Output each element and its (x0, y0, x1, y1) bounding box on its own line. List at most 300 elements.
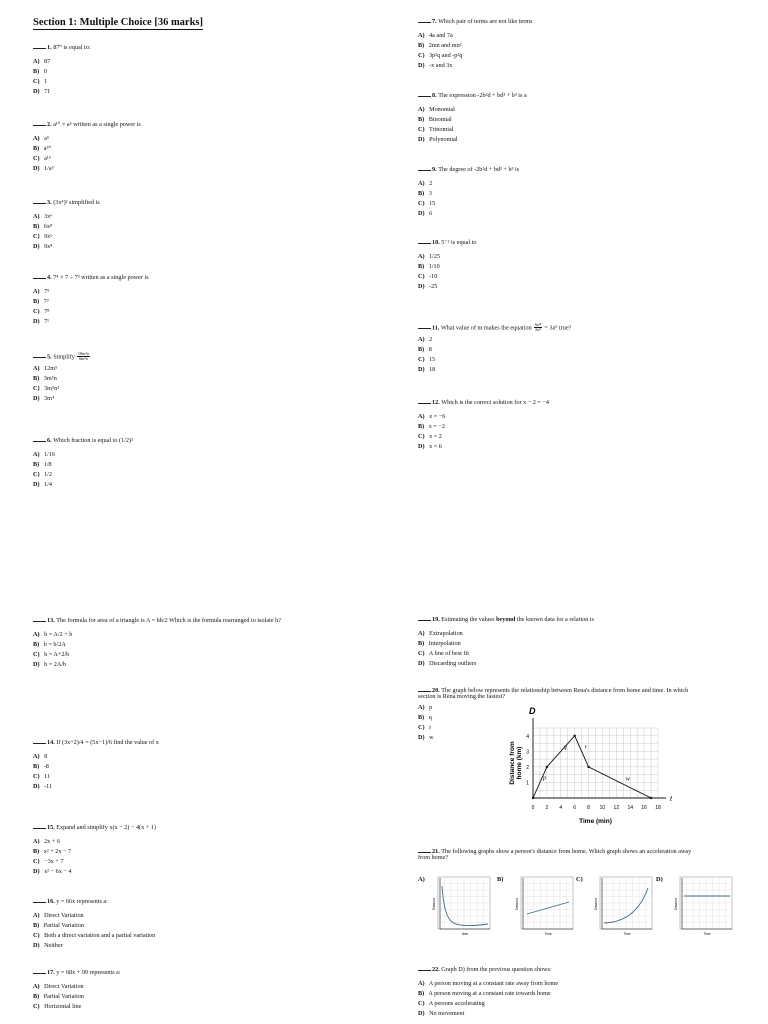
option-letter: D) (33, 318, 40, 325)
option-text: x = 2 (427, 433, 442, 440)
option-letter: C) (418, 356, 425, 363)
x-axis-letter: t (670, 796, 672, 803)
question-block (33, 200, 100, 254)
option-text: Trinomial (427, 126, 454, 133)
question-text: If (3x+2)/4 = (5x−1)/6 find the value of x (56, 739, 159, 746)
answer-option[interactable] (33, 166, 141, 176)
question-number: 20. (432, 687, 442, 694)
question-block (418, 323, 571, 377)
answer-blank[interactable] (418, 403, 431, 404)
question-number: 10. (432, 239, 442, 246)
option-letter: D) (418, 443, 425, 450)
option-letter: B) (33, 922, 40, 929)
option-text: x = −2 (427, 423, 445, 430)
graph-option-letter[interactable]: C) (576, 876, 583, 883)
option-text: Both a direct variation and a partial variation (42, 932, 156, 939)
question-text: Which is the correct solution for x − 2 = −4 (441, 399, 550, 406)
question-block (418, 967, 558, 1021)
answer-option[interactable] (33, 642, 281, 652)
option-letter: B) (33, 763, 40, 770)
option-text: 2mn and mn² (427, 42, 462, 49)
option-letter: B) (33, 848, 40, 855)
question-text: a¹⁰ × a⁵ written as a single power is (53, 121, 141, 128)
question-stem (33, 618, 281, 627)
question-text: from home? (418, 854, 449, 862)
option-text: Interpolation (427, 640, 461, 647)
option-text: 7¹ (42, 318, 50, 325)
question-number: 17. (47, 969, 57, 976)
question-text: = 3a⁹ true? (544, 324, 572, 332)
option-letter: B) (418, 714, 425, 722)
question-text: Which fraction is equal to (1/2)² (53, 437, 133, 444)
options-list (418, 981, 558, 1021)
answer-option[interactable] (33, 869, 156, 879)
option-text: 8 (427, 346, 432, 353)
option-letter: A) (33, 983, 40, 990)
question-stem (418, 93, 527, 102)
answer-blank[interactable] (418, 243, 431, 244)
answer-option[interactable] (33, 482, 133, 492)
answer-option[interactable] (33, 754, 159, 764)
question-text: The degree of -2b²d + bd³ + b³ is (438, 166, 520, 173)
y-tick-label: 1 (526, 780, 529, 787)
fraction-denominator: 2aᵐ (535, 327, 542, 333)
question-stem (33, 200, 100, 209)
answer-blank[interactable] (418, 970, 431, 971)
option-text: No movement (427, 1010, 465, 1017)
question-text: Graph D) from the previous question shows: (441, 966, 552, 973)
question-number: 14. (47, 739, 57, 746)
option-letter: A) (33, 135, 40, 142)
options-list (33, 136, 141, 176)
option-letter: A) (418, 413, 425, 420)
answer-option[interactable] (33, 376, 90, 386)
option-letter: B) (33, 461, 40, 468)
question-number: 12. (432, 399, 442, 406)
question-text: Simplify (53, 353, 75, 361)
graph-option-letter[interactable]: D) (656, 876, 663, 883)
option-letter: D) (418, 366, 425, 373)
option-text: 8 (42, 753, 48, 760)
question-stem (33, 45, 91, 54)
option-letter: C) (33, 308, 40, 315)
option-text: 4a and 7a (427, 32, 453, 39)
options-list (418, 254, 476, 294)
option-text: 3 (427, 190, 432, 197)
option-text: Discarding outliers (427, 660, 477, 667)
question-stem (418, 19, 533, 28)
question-text-emphasis: beyond (496, 616, 516, 623)
answer-option[interactable] (418, 661, 594, 671)
answer-blank[interactable] (418, 691, 431, 692)
options-list (33, 59, 91, 99)
question-number: 21. (432, 848, 442, 855)
answer-option[interactable] (418, 137, 527, 147)
option-text: 6x⁸ (42, 223, 53, 230)
x-tick-label: 0 (531, 805, 535, 811)
question-block (33, 438, 133, 492)
answer-option[interactable] (33, 784, 159, 794)
y-axis-label-line: Distance from (509, 741, 516, 785)
option-letter: B) (418, 640, 425, 647)
distance-graph-thumbnail[interactable] (592, 876, 654, 938)
option-text: 1/2 (42, 471, 52, 478)
answer-option[interactable] (33, 764, 159, 774)
option-letter: C) (33, 651, 40, 658)
option-letter: A) (418, 980, 425, 987)
option-letter: D) (418, 136, 425, 143)
y-axis-label (509, 741, 523, 785)
answer-blank[interactable] (418, 328, 431, 329)
answer-option[interactable] (33, 632, 281, 642)
option-letter: C) (33, 471, 40, 478)
distance-graph-thumbnail[interactable] (672, 876, 734, 938)
option-text: 11 (42, 773, 51, 780)
option-text: h = A+2/b (42, 651, 70, 658)
answer-option[interactable] (418, 337, 571, 347)
answer-blank[interactable] (33, 828, 46, 829)
answer-blank[interactable] (33, 621, 46, 622)
question-stem (33, 275, 149, 284)
question-stem (418, 617, 594, 626)
option-text: r (427, 724, 432, 732)
question-number: 3. (47, 199, 54, 206)
question-number: 4. (47, 274, 54, 281)
option-letter: C) (418, 52, 425, 59)
answer-option[interactable] (33, 396, 90, 406)
segment-label: r (584, 744, 587, 751)
option-letter: C) (418, 650, 425, 657)
option-letter: C) (33, 858, 40, 865)
question-number: 13. (47, 617, 57, 624)
option-text: -8 (42, 763, 49, 770)
option-letter: A) (33, 213, 40, 220)
fraction-denominator: 6m²n (79, 356, 88, 362)
answer-blank[interactable] (33, 203, 46, 204)
option-letter: B) (33, 993, 40, 1000)
question-number: 7. (432, 18, 439, 25)
answer-option[interactable] (418, 181, 519, 191)
option-text: w (427, 734, 434, 742)
option-text: Horizontal line (42, 1003, 82, 1010)
question-text: y = 66x represents a: (56, 898, 108, 905)
answer-option[interactable] (33, 1004, 121, 1014)
answer-blank[interactable] (418, 170, 431, 171)
question-text: section is Rena moving the fastest? (418, 693, 506, 701)
option-text: 1 (42, 78, 48, 85)
option-letter: A) (418, 704, 425, 712)
question-block (33, 275, 149, 329)
option-text: a⁵ (42, 135, 49, 142)
data-point (546, 766, 548, 768)
option-letter: A) (33, 58, 40, 65)
x-tick-label: 4 (559, 805, 563, 811)
option-text: 7⁸ (42, 308, 50, 315)
question-stem (33, 899, 155, 908)
question-block (33, 740, 159, 794)
option-text: 6 (427, 210, 433, 217)
option-text: 0 (42, 68, 47, 75)
option-letter: A) (418, 32, 425, 39)
option-text: 2x + 6 (42, 838, 60, 845)
option-text: 1/25 (427, 253, 441, 260)
question-stem (418, 849, 691, 861)
option-letter: C) (33, 773, 40, 780)
option-letter: D) (33, 395, 40, 402)
option-letter: B) (418, 190, 425, 197)
answer-option[interactable] (33, 244, 100, 254)
answer-option[interactable] (418, 201, 519, 211)
option-letter: B) (418, 423, 425, 430)
fraction-numerator: 18m⁴n (77, 351, 89, 356)
question-text: Expand and simplify x(x − 2) − 4(x + 1) (56, 824, 156, 831)
answer-option[interactable] (418, 63, 533, 73)
options-list (33, 754, 159, 794)
option-letter: B) (418, 990, 425, 997)
data-point (573, 735, 575, 737)
option-text: 3x⁶ (42, 213, 53, 220)
question-number: 15. (47, 824, 57, 831)
option-letter: D) (33, 783, 40, 790)
option-text: A persons accelerating (427, 1000, 485, 1007)
question-text: The graph below represents the relationship between Rena's distance from home and time. In which (441, 687, 689, 694)
question-block (33, 970, 121, 1014)
option-text: 87 (42, 58, 51, 65)
answer-blank[interactable] (33, 278, 46, 279)
answer-blank[interactable] (33, 357, 46, 358)
answer-option[interactable] (33, 309, 149, 319)
answer-option[interactable] (418, 367, 571, 377)
question-stem (33, 970, 121, 979)
option-letter: D) (33, 243, 40, 250)
question-block (418, 93, 527, 147)
question-text: 5⁻² is equal to (441, 239, 477, 246)
section-title: Section 1: Multiple Choice [36 marks] (33, 17, 204, 28)
answer-option[interactable] (33, 289, 149, 299)
segment-label: q (563, 744, 567, 751)
question-text: 7⁴ × 7 ÷ 7³ written as a single power is (53, 274, 149, 281)
option-letter: A) (33, 451, 40, 458)
options-list (33, 214, 100, 254)
chart-title: D (529, 706, 536, 716)
option-letter: A) (33, 365, 40, 372)
option-text: x² − 6x − 4 (42, 868, 72, 875)
option-text: x = 6 (427, 443, 442, 450)
question-block (418, 400, 549, 454)
graph-y-label: Distance (432, 897, 436, 911)
question-stem (33, 825, 156, 834)
option-letter: B) (33, 298, 40, 305)
y-tick-label: 3 (526, 749, 529, 756)
data-point (650, 797, 652, 799)
option-text: Direct Variation (42, 912, 84, 919)
y-tick-label: 2 (526, 764, 529, 771)
x-tick-label: 18 (655, 805, 661, 811)
option-letter: D) (33, 88, 40, 95)
distance-graph-thumbnail[interactable] (430, 876, 492, 938)
option-text: 15 (427, 356, 436, 363)
option-letter: C) (33, 385, 40, 392)
option-letter: C) (418, 200, 425, 207)
question-block (418, 167, 519, 221)
answer-blank[interactable] (33, 743, 46, 744)
question-text: Estimating the values (441, 616, 497, 623)
options-list (33, 366, 90, 406)
options-list (418, 33, 533, 73)
answer-option[interactable] (33, 662, 281, 672)
option-text: Partial Variation (42, 922, 84, 929)
question-stem (418, 688, 688, 700)
options-list (418, 414, 549, 454)
option-text: 2 (427, 336, 433, 343)
option-text: Polynomial (427, 136, 458, 143)
answer-option[interactable] (418, 284, 476, 294)
option-text: -25 (427, 283, 438, 290)
options-list (418, 181, 519, 221)
options-list (33, 913, 155, 953)
option-letter: A) (418, 336, 425, 343)
option-letter: C) (33, 155, 40, 162)
x-tick-label: 10 (599, 805, 606, 811)
answer-blank[interactable] (33, 441, 46, 442)
option-text: h = b/2A (42, 641, 66, 648)
question-block (418, 19, 533, 73)
option-text: 7² (42, 298, 49, 305)
option-text: q (427, 714, 432, 722)
graph-option-letter[interactable]: B) (497, 876, 504, 883)
answer-blank[interactable] (418, 96, 431, 97)
options-list (33, 839, 156, 879)
option-text: 1/a⁵ (42, 165, 54, 172)
options-list (418, 631, 594, 671)
option-text: −3x + 7 (42, 858, 64, 865)
option-letter: D) (418, 1010, 425, 1017)
option-text: 1/10 (427, 263, 440, 270)
question-text: The expression -2b²d + bd³ + b³ is a (438, 92, 527, 99)
question-block (33, 122, 141, 176)
answer-option[interactable] (418, 1011, 558, 1021)
option-text: A person moving at a constant rate towards home (427, 990, 551, 997)
question-text: (3x⁴)² simplified is (53, 199, 100, 206)
option-letter: C) (418, 1000, 425, 1007)
question-text: y = 68x + 99 represents a: (56, 969, 121, 976)
option-letter: C) (418, 724, 425, 732)
question-text: The formula for area of a triangle is A = bh/2 Which is the formula rearranged to isolate h? (56, 617, 281, 624)
answer-option[interactable] (33, 386, 90, 396)
q5-fraction (77, 352, 90, 362)
question-number: 2. (47, 121, 54, 128)
option-text: Neither (42, 942, 63, 949)
question-stem (418, 323, 571, 332)
answer-blank[interactable] (33, 973, 46, 974)
option-text: a⁵⁰ (42, 145, 52, 152)
options-list (33, 452, 133, 492)
answer-option[interactable] (33, 943, 155, 953)
question-stem (418, 967, 558, 976)
question-text: 87⁰ is equal to: (53, 44, 91, 51)
x-tick-label: 12 (613, 805, 620, 811)
answer-option[interactable] (33, 319, 149, 329)
option-text: 1/8 (42, 461, 52, 468)
answer-blank[interactable] (33, 48, 46, 49)
graph-y-label: Distance (594, 897, 598, 911)
question-stem (418, 400, 549, 409)
distance-graph-thumbnail[interactable] (513, 876, 575, 938)
question-stem (418, 167, 519, 176)
option-letter: D) (33, 481, 40, 488)
graph-x-label: Time (703, 932, 711, 936)
answer-blank[interactable] (33, 125, 46, 126)
option-text: Binomial (427, 116, 452, 123)
answer-option[interactable] (33, 652, 281, 662)
question-block (418, 617, 594, 671)
answer-option[interactable] (33, 89, 91, 99)
option-text: 18 (427, 366, 436, 373)
question-number: 22. (432, 966, 442, 973)
question-text: What value of m makes the equation (440, 324, 532, 332)
answer-blank[interactable] (418, 620, 431, 621)
options-list (418, 107, 527, 147)
answer-option[interactable] (418, 211, 519, 221)
question-block (33, 618, 281, 672)
option-text: p (427, 704, 433, 712)
question-number: 19. (432, 616, 442, 623)
option-text: Direct Variation (42, 983, 84, 990)
chart-container (503, 706, 688, 839)
option-letter: D) (33, 661, 40, 668)
option-text: -11 (42, 783, 53, 790)
answer-option[interactable] (418, 444, 549, 454)
answer-blank[interactable] (418, 22, 431, 23)
question-number: 9. (432, 166, 439, 173)
options-list (418, 337, 571, 377)
question-block (33, 825, 156, 879)
option-text: 1/4 (42, 481, 52, 488)
option-letter: A) (418, 630, 425, 637)
option-letter: C) (418, 433, 425, 440)
answer-option[interactable] (418, 347, 571, 357)
question-block (33, 899, 155, 953)
option-letter: D) (418, 62, 425, 69)
option-letter: C) (33, 1003, 40, 1010)
answer-blank[interactable] (33, 902, 46, 903)
options-list (33, 289, 149, 329)
option-letter: D) (33, 868, 40, 875)
fraction-numerator: 6a¹⁸ (534, 322, 542, 327)
option-letter: A) (33, 288, 40, 295)
option-letter: A) (418, 180, 425, 187)
option-letter: B) (418, 42, 425, 49)
answer-blank[interactable] (418, 852, 431, 853)
y-axis-label-line: home (km) (516, 746, 523, 780)
question-block (418, 849, 691, 861)
question-stem (33, 352, 90, 361)
x-axis-label: Time (min) (579, 818, 612, 825)
question-text: the known data for a relation is (515, 616, 594, 623)
option-letter: D) (33, 165, 40, 172)
x-tick-label: 8 (587, 805, 590, 811)
option-text: 3m⁵n (42, 375, 57, 382)
x-tick-label: 14 (627, 805, 634, 811)
option-letter: B) (33, 223, 40, 230)
graph-option-letter[interactable]: A) (418, 876, 425, 883)
answer-option[interactable] (418, 357, 571, 367)
option-text: 2 (427, 180, 433, 187)
option-letter: A) (33, 753, 40, 760)
question-stem (33, 438, 133, 447)
answer-option[interactable] (33, 299, 149, 309)
option-letter: D) (418, 210, 425, 217)
